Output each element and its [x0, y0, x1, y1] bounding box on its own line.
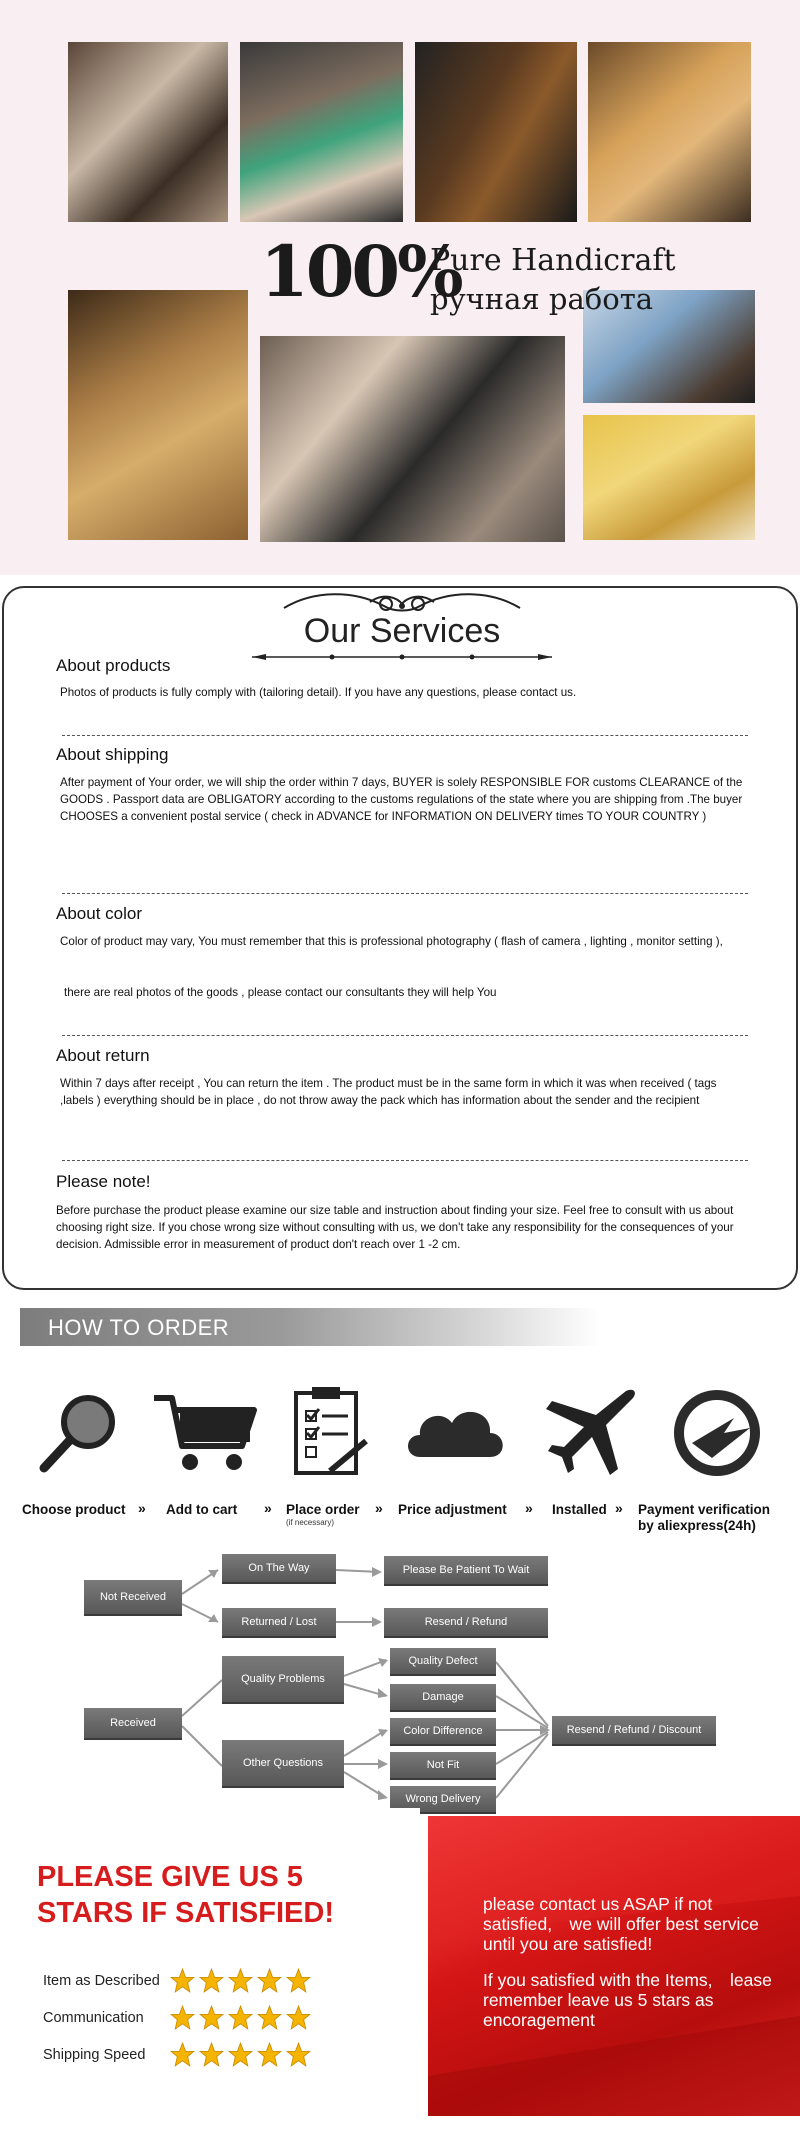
cloud-icon	[400, 1395, 510, 1475]
heading-about-products: About products	[56, 656, 171, 675]
rating-label-item-as-described: Item as Described	[43, 1973, 160, 1989]
payment-icon	[672, 1388, 762, 1478]
star-icon	[170, 2042, 195, 2067]
text-about-shipping: After payment of Your order, we will ship the order within 7 days, BUYER is solely RESPONSIBLE FOR customs CLEARANCE of the GOODS . Passport data are OBLIGATORY according to the customs regulations of the state where you are shipping from .The buyer CHOOSES a convenient postal service ( check in ADVANCE for INFORMATION ON DELIVERY times TO YOUR COUNTRY )	[60, 776, 743, 823]
heading-about-return: About return	[56, 1046, 150, 1065]
heading-about-shipping: About shipping	[56, 745, 169, 764]
flow-returned-lost: Returned / Lost	[222, 1608, 336, 1638]
how-to-order-title: HOW TO ORDER	[48, 1315, 230, 1340]
step-arrow: »	[138, 1500, 146, 1516]
step-payment-verification: Payment verification	[638, 1502, 771, 1517]
star-icon	[170, 1968, 195, 1993]
flow-on-the-way: On The Way	[222, 1554, 336, 1584]
star-icon	[199, 1968, 224, 1993]
star-icon	[228, 1968, 253, 1993]
flow-resend-refund-discount: Resend / Refund / Discount	[552, 1716, 716, 1746]
feedback-panel	[0, 1808, 420, 2129]
photo-leather-hide	[68, 290, 248, 540]
rating-label-communication: Communication	[43, 2010, 144, 2026]
step-payment-verification-2: by aliexpress(24h)	[638, 1518, 756, 1533]
step-place-order-sub: (if necessary)	[286, 1518, 335, 1527]
handicraft-banner	[0, 0, 800, 575]
star-icon	[228, 2042, 253, 2067]
red-line-4: If you satisfied with the Items, lease	[483, 1970, 772, 1990]
rating-label-shipping-speed: Shipping Speed	[43, 2047, 146, 2063]
photo-pattern-cutting	[583, 415, 755, 540]
step-arrow: »	[615, 1500, 623, 1516]
services-title: Our Services	[303, 612, 501, 650]
red-line-3: until you are satisfied!	[483, 1934, 653, 1954]
divider	[62, 735, 748, 736]
headline-percent: 100%	[260, 230, 461, 313]
photo-leather-hands	[588, 42, 751, 222]
step-choose-product: Choose product	[22, 1502, 126, 1517]
step-price-adjustment: Price adjustment	[398, 1502, 507, 1517]
feedback-line-1: PLEASE GIVE US 5	[37, 1861, 303, 1893]
photo-cutting-leather	[68, 42, 228, 222]
step-arrow: »	[525, 1500, 533, 1516]
red-box-shape	[428, 1816, 800, 2116]
photo-sewing-machine	[260, 336, 565, 542]
divider	[62, 893, 748, 894]
flow-not-received: Not Received	[84, 1580, 182, 1616]
flow-not-fit: Not Fit	[390, 1752, 496, 1780]
step-arrow: »	[375, 1500, 383, 1516]
services-box	[2, 586, 798, 1290]
flow-be-patient: Please Be Patient To Wait	[384, 1556, 548, 1586]
red-message-box	[428, 1816, 800, 2116]
photo-boot-making	[415, 42, 577, 222]
step-add-to-cart: Add to cart	[166, 1502, 238, 1517]
star-icon	[199, 2042, 224, 2067]
star-icon	[257, 1968, 282, 1993]
photo-stitching-shoe	[240, 42, 403, 222]
star-icon	[257, 2042, 282, 2067]
flow-other-questions: Other Questions	[222, 1740, 344, 1788]
heading-about-color: About color	[56, 904, 142, 923]
how-to-order-bar	[20, 1308, 600, 1346]
flow-received: Received	[84, 1708, 182, 1740]
flow-color-difference: Color Difference	[390, 1718, 496, 1746]
text-about-color-2: there are real photos of the goods , please contact our consultants they will help You	[64, 986, 497, 999]
text-about-return: Within 7 days after receipt , You can return the item . The product must be in the same form in which it was when received ( tags ,labels ) everything should be in place , do not throw away the pack which has information about the sender and the recipient	[60, 1077, 717, 1107]
text-please-note: Before purchase the product please examine our size table and instruction about finding your size. Feel free to consult with us about choosing right size. If you chose wrong size without consulting with us, we don't take any responsibility for the consequences of your decision. Admissible error in measurement of product don't reach over 1 -2 cm.	[56, 1204, 734, 1251]
flow-resend-refund: Resend / Refund	[384, 1608, 548, 1638]
step-arrow: »	[264, 1500, 272, 1516]
star-icon	[170, 2005, 195, 2030]
text-about-color: Color of product may vary, You must remember that this is professional photography ( flash of camera , lighting , monitor setting ),	[60, 935, 723, 948]
cart-icon	[150, 1388, 260, 1478]
feedback-line-2: STARS IF SATISFIED!	[37, 1897, 334, 1929]
red-line-6: encoragement	[483, 2010, 595, 2030]
red-line-5: remember leave us 5 stars as	[483, 1990, 714, 2010]
headline-english: Pure Handicraft	[430, 243, 676, 278]
heading-please-note: Please note!	[56, 1172, 151, 1191]
clipboard-icon	[290, 1385, 370, 1477]
red-line-2: satisfied, we will offer best service	[483, 1914, 759, 1934]
star-icon	[228, 2005, 253, 2030]
star-icon	[257, 2005, 282, 2030]
headline-russian: ручная работа	[430, 282, 654, 316]
step-installed: Installed	[552, 1502, 607, 1517]
flow-quality-defect: Quality Defect	[390, 1648, 496, 1676]
divider	[62, 1160, 748, 1161]
flow-wrong-delivery: Wrong Delivery	[390, 1786, 496, 1814]
star-icon	[199, 2005, 224, 2030]
title-underline	[252, 652, 552, 662]
star-icon	[286, 1968, 311, 1993]
star-icon	[286, 2042, 311, 2067]
text-about-products: Photos of products is fully comply with (tailoring detail). If you have any questions, please contact us.	[60, 686, 577, 699]
divider	[62, 1035, 748, 1036]
flow-damage: Damage	[390, 1684, 496, 1712]
red-line-1: please contact us ASAP if not	[483, 1894, 713, 1914]
magnifier-icon	[34, 1388, 124, 1478]
airplane-icon	[540, 1385, 640, 1480]
flow-quality-problems: Quality Problems	[222, 1656, 344, 1704]
star-icon	[286, 2005, 311, 2030]
step-place-order: Place order	[286, 1502, 360, 1517]
